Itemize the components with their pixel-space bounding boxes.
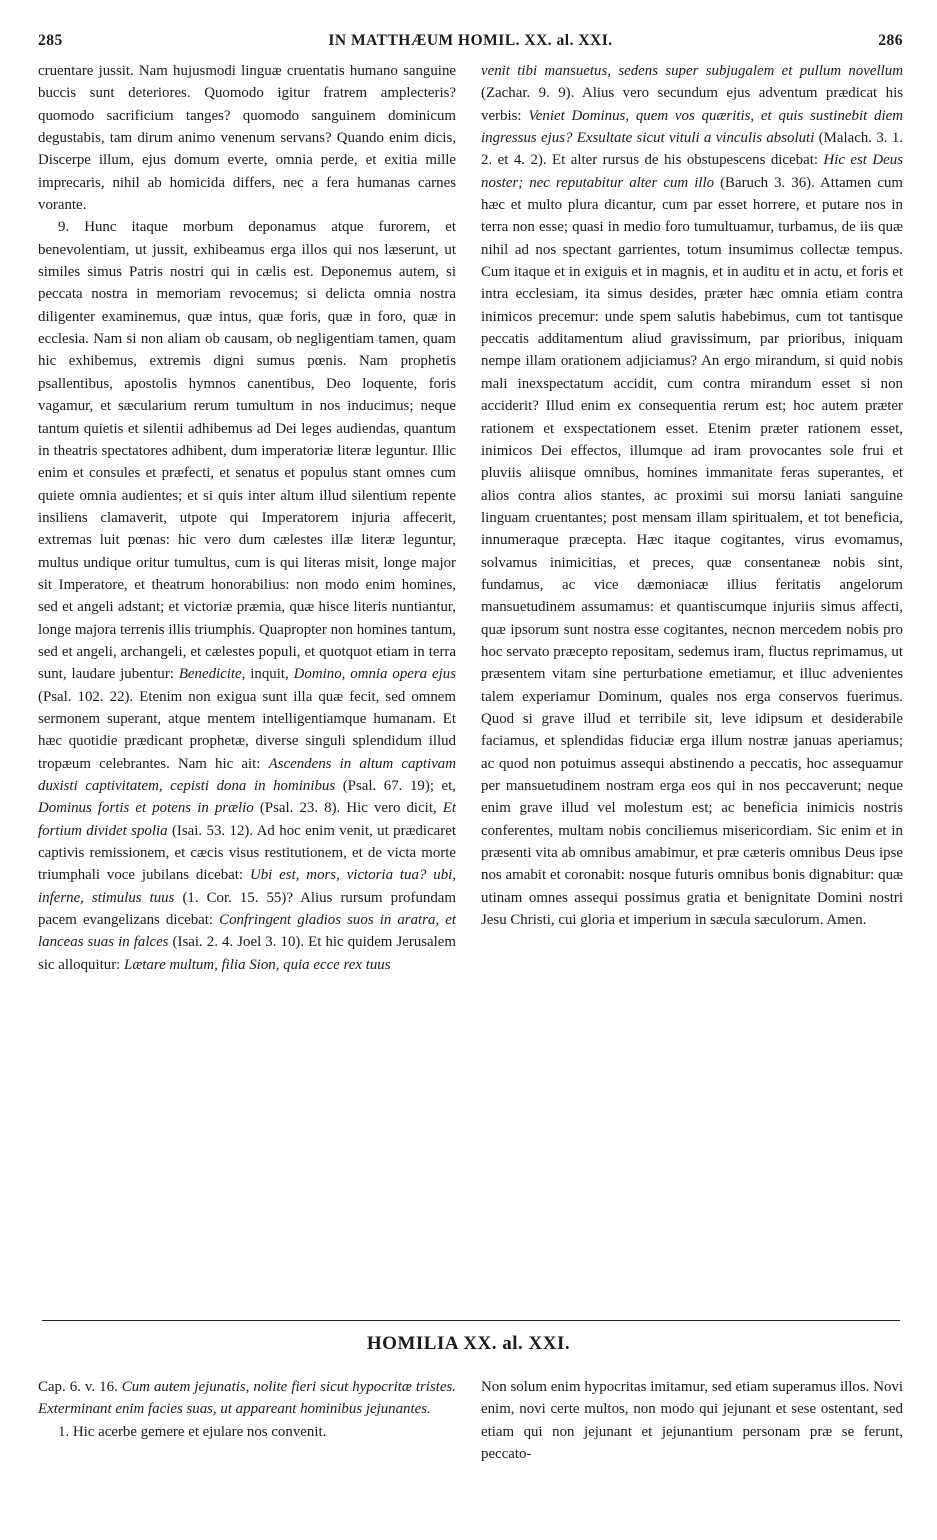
text-span: (Malach. 3. 1. 2. et 4. 2). Et alter rursus de his obstupescens dicebat: [481,130,903,169]
text-span: 9. Hunc itaque morbum deponamus atque furorem, et benevolentiam, ut jussit, exhibeamus erga illos qui nos læserunt, ut similes simus Patris nostri qui in cælis est. Deponemus autem, si peccata nostra in memoriam revocemus; si delicta omnia nostra diligenter examinemus, quæ intus, quæ foris, quæ in foro, quæ in ecclesia. Nam si non aliam ob causam, ob negligentiam tamen, quam hic exhibemus, extremis digni sumus pœnis. Nam prophetis psallentibus, apostolis hymnos canentibus, Deo loquente, foris vagamur, et sæcularium rerum tumultum in nos inducimus; neque tantum quietis et silentii adhibemus ad Dei leges audiendas, quantum in theatris spectatores adhibent, dum imperatoriæ literæ leguntur. Illic enim et consules et præfecti, et senatus et populus stant omnes cum quiete omnia audientes; et si quis inter altum illud silentium repente insiliens clamaverit, utpote qui Imperatorem injuria affecerit, extremas luit pœnas: hic vero dum cælestes illæ literæ leguntur, multus undique oritur tumultus, cum is qui literas misit, longe major sit Imperatore, et theatrum honorabilius: non modo enim homines, sed et angeli adstant; et victoriæ præmia, quæ hisce literis nuntiantur, longe majora terrenis illis triumphis. Quapropter non homines tantum, sed et angeli, archangeli, et cælestes populi, et quotquot etiam in terra sunt, laudare jubentur: [38,219,456,683]
scripture-quote: venit tibi mansuetus, sedens super subjugalem et pullum novellum [481,63,903,79]
scripture-quote: Domino, omnia opera ejus [293,666,456,683]
scripture-quote: Confringent gladios suos in aratra, et lanceas suas in falces [38,912,456,951]
scripture-quote: Lætare multum, filia Sion, quia ecce rex tuus [124,956,391,973]
left-paragraph-2 [38,216,456,976]
lower-right-paragraph: Non solum enim hypocritas imitamur, sed etiam superamus illos. Novi enim, novi certe multos, non modo qui jejunant et sese ostentant, sed etiam qui non jejunant et jejunantium personam præ se ferunt, peccato- [481,1379,903,1463]
lower-left-column [38,1376,456,1506]
chapter-verse: Cum autem jejunatis, nolite fieri sicut hypocritæ tristes. Exterminant enim facies suas, ut appareant hominibus jejunantes. [38,1379,456,1418]
left-paragraph-1: cruentare jussit. Nam hujusmodi linguæ cruentatis humano sanguine buccis sunt deteriores. Quomodo igitur fratrem amplecteris? quomodo sacrificium tanges? quomodo sanguinem dominicum degustabis, tam dirum animo venenum servans? Quando enim dicis, Discerpe illum, ejus domum everte, omnia perde, et exitia mille imprecaris, nihil ab homicida differs, nec a fera humanas carnes vorante. [38,63,456,214]
scripture-quote: Hic est Deus noster; nec reputabitur alter cum illo [481,152,903,191]
text-span: (Zachar. 9. 9). Alius vero secundum ejus adventum prædicat his verbis: [481,85,903,124]
text-span: (1. Cor. 15. 55)? Alius rursum profundam pacem evangelizans dicebat: [38,889,456,929]
chapter-heading [38,1376,456,1421]
homily-title: HOMILIA XX. al. XXI. [366,1333,571,1354]
left-column [38,60,456,1308]
text-span: (Baruch 3. 36). Attamen cum hæc et multo plura dicantur, cum par esset horrere, et putare nos in terra non esse; quasi in medio foro tumultuamur, turbamus, de iis quæ nihil ad nos spectant garrientes, totum insumimus collectæ tempus. Cum itaque et in exiguis et in magnis, et in auditu et in actu, et foris et intra ecclesiam, ita simus desides, præter hæc omnia etiam contra inimicos precemur: unde spem salutis habebimus, cum tot tantisque peccatis additamentum aliud gravissimum, par prioribus, iniquam nempe illam orationem adjiciamus? An ergo mirandum, si quid nobis mali inexspectatum accidit, cum contra mirandum esset si non acciderit? Illud enim ex consequentia rerum est; hoc autem præter rationem et exspectationem esset. Etenim præter rationem esset, inimicos Dei effectos, illumque ad iram provocantes sole frui et pluviis aliisque omnibus, homines immanitate feras superantes, et alios contra alios stantes, ac proximi sui morsu laniati sanguine linguam cruentantes; post mensam illam spiritualem, et tot beneficia, innumeraque præcepta. Hæc itaque cogitantes, virus evomamus, solvamus inimicitias, et preces, quæ consentaneæ nobis sint, fundamus, ac vice dæmoniacæ illius feritatis angelorum mansuetudinem assumamus: et quantiscumque injuriis simus affecti, quæ ipsorum sunt nostra esse cogitantes, necnon mercedem nobis pro hoc servato præcepto repositam, sedemus iram, fluctus reprimamus, ut præsentem vitam sine perturbatione emetiamur, et illuc advenientes talem experiamur Dominum, quales nos erga conservos fuerimus. Quod si grave illud et terribile sit, leve idipsum et desiderabile faciamus, et splendidas fiduciæ erga illum nostræ januas aperiamus; ac quod non potuimus assequi abstinendo a peccatis, hoc assequamur per mansuetudinem nostram erga eos qui in nos peccaverunt; neque enim grave illud vel molestum est; ac beneficia inimicis nostris conferentes, multam nobis conciliemus misericordiam. Sic enim et in præsenti vita ab omnibus amabimur, et præ cæteris omnibus Deus ipse nos amabit et coronabit: nosque futuris omnibus bonis dignabitur: quæ utinam omnes assequi possimus gratia et benignitate Domini nostri Jesu Christi, cui gloria et imperium in sæcula sæculorum. Amen. [481,174,903,929]
scripture-quote: Ascendens in altum captivam duxisti captivitatem, cepisti dona in hominibus [38,755,456,794]
right-column [481,60,903,1308]
section-divider [42,1320,900,1321]
text-span: , inquit, [241,666,294,683]
scripture-quote: Benedicite [178,666,242,683]
scripture-quote: Ubi est, mors, victoria tua? ubi, inferne, stimulus tuus [38,867,456,906]
text-span: (Psal. 23. 8). Hic vero dicit, [253,800,443,817]
running-header [38,32,903,54]
lower-right-column [481,1376,903,1506]
text-span: (Psal. 102. 22). Etenim non exigua sunt illa quæ fecit, sed omnem sermonem superant, atque mentem intelligentiamque humanam. Et hæc quotidie prædicant prophetæ, diverse singuli splendidum illud tropæum celebrantes. Nam hic ait: [38,688,456,772]
text-span: (Psal. 67. 19); et, [335,778,456,794]
scripture-quote: Dominus fortis et potens in prælio [38,800,254,817]
text-span: (Isai. 53. 12). Ad hoc enim venit, ut prædicaret captivis remissionem, et cæcis visus restitutionem, et de victa morte triumphali voce jubilans dicebat: [38,822,456,884]
scripture-quote: Veniet Dominus, quem vos quæritis, et quis sustinebit diem ingressus ejus? Exsultate sicut vituli a vinculis absoluti [481,107,903,147]
page-number-left: 285 [38,32,63,49]
chapter-label: Cap. 6. v. 16. [38,1379,118,1395]
scripture-quote: Et fortium dividet spolia [38,800,456,839]
text-span: (Isai. 2. 4. Joel 3. 10). Et hic quidem Jerusalem sic alloquitur: [38,934,456,973]
right-paragraph-1 [481,60,903,931]
lower-left-paragraph: 1. Hic acerbe gemere et ejulare nos convenit. [58,1423,327,1440]
page-number-right: 286 [878,32,903,49]
running-title: IN MATTHÆUM HOMIL. XX. al. XXI. [328,32,613,49]
